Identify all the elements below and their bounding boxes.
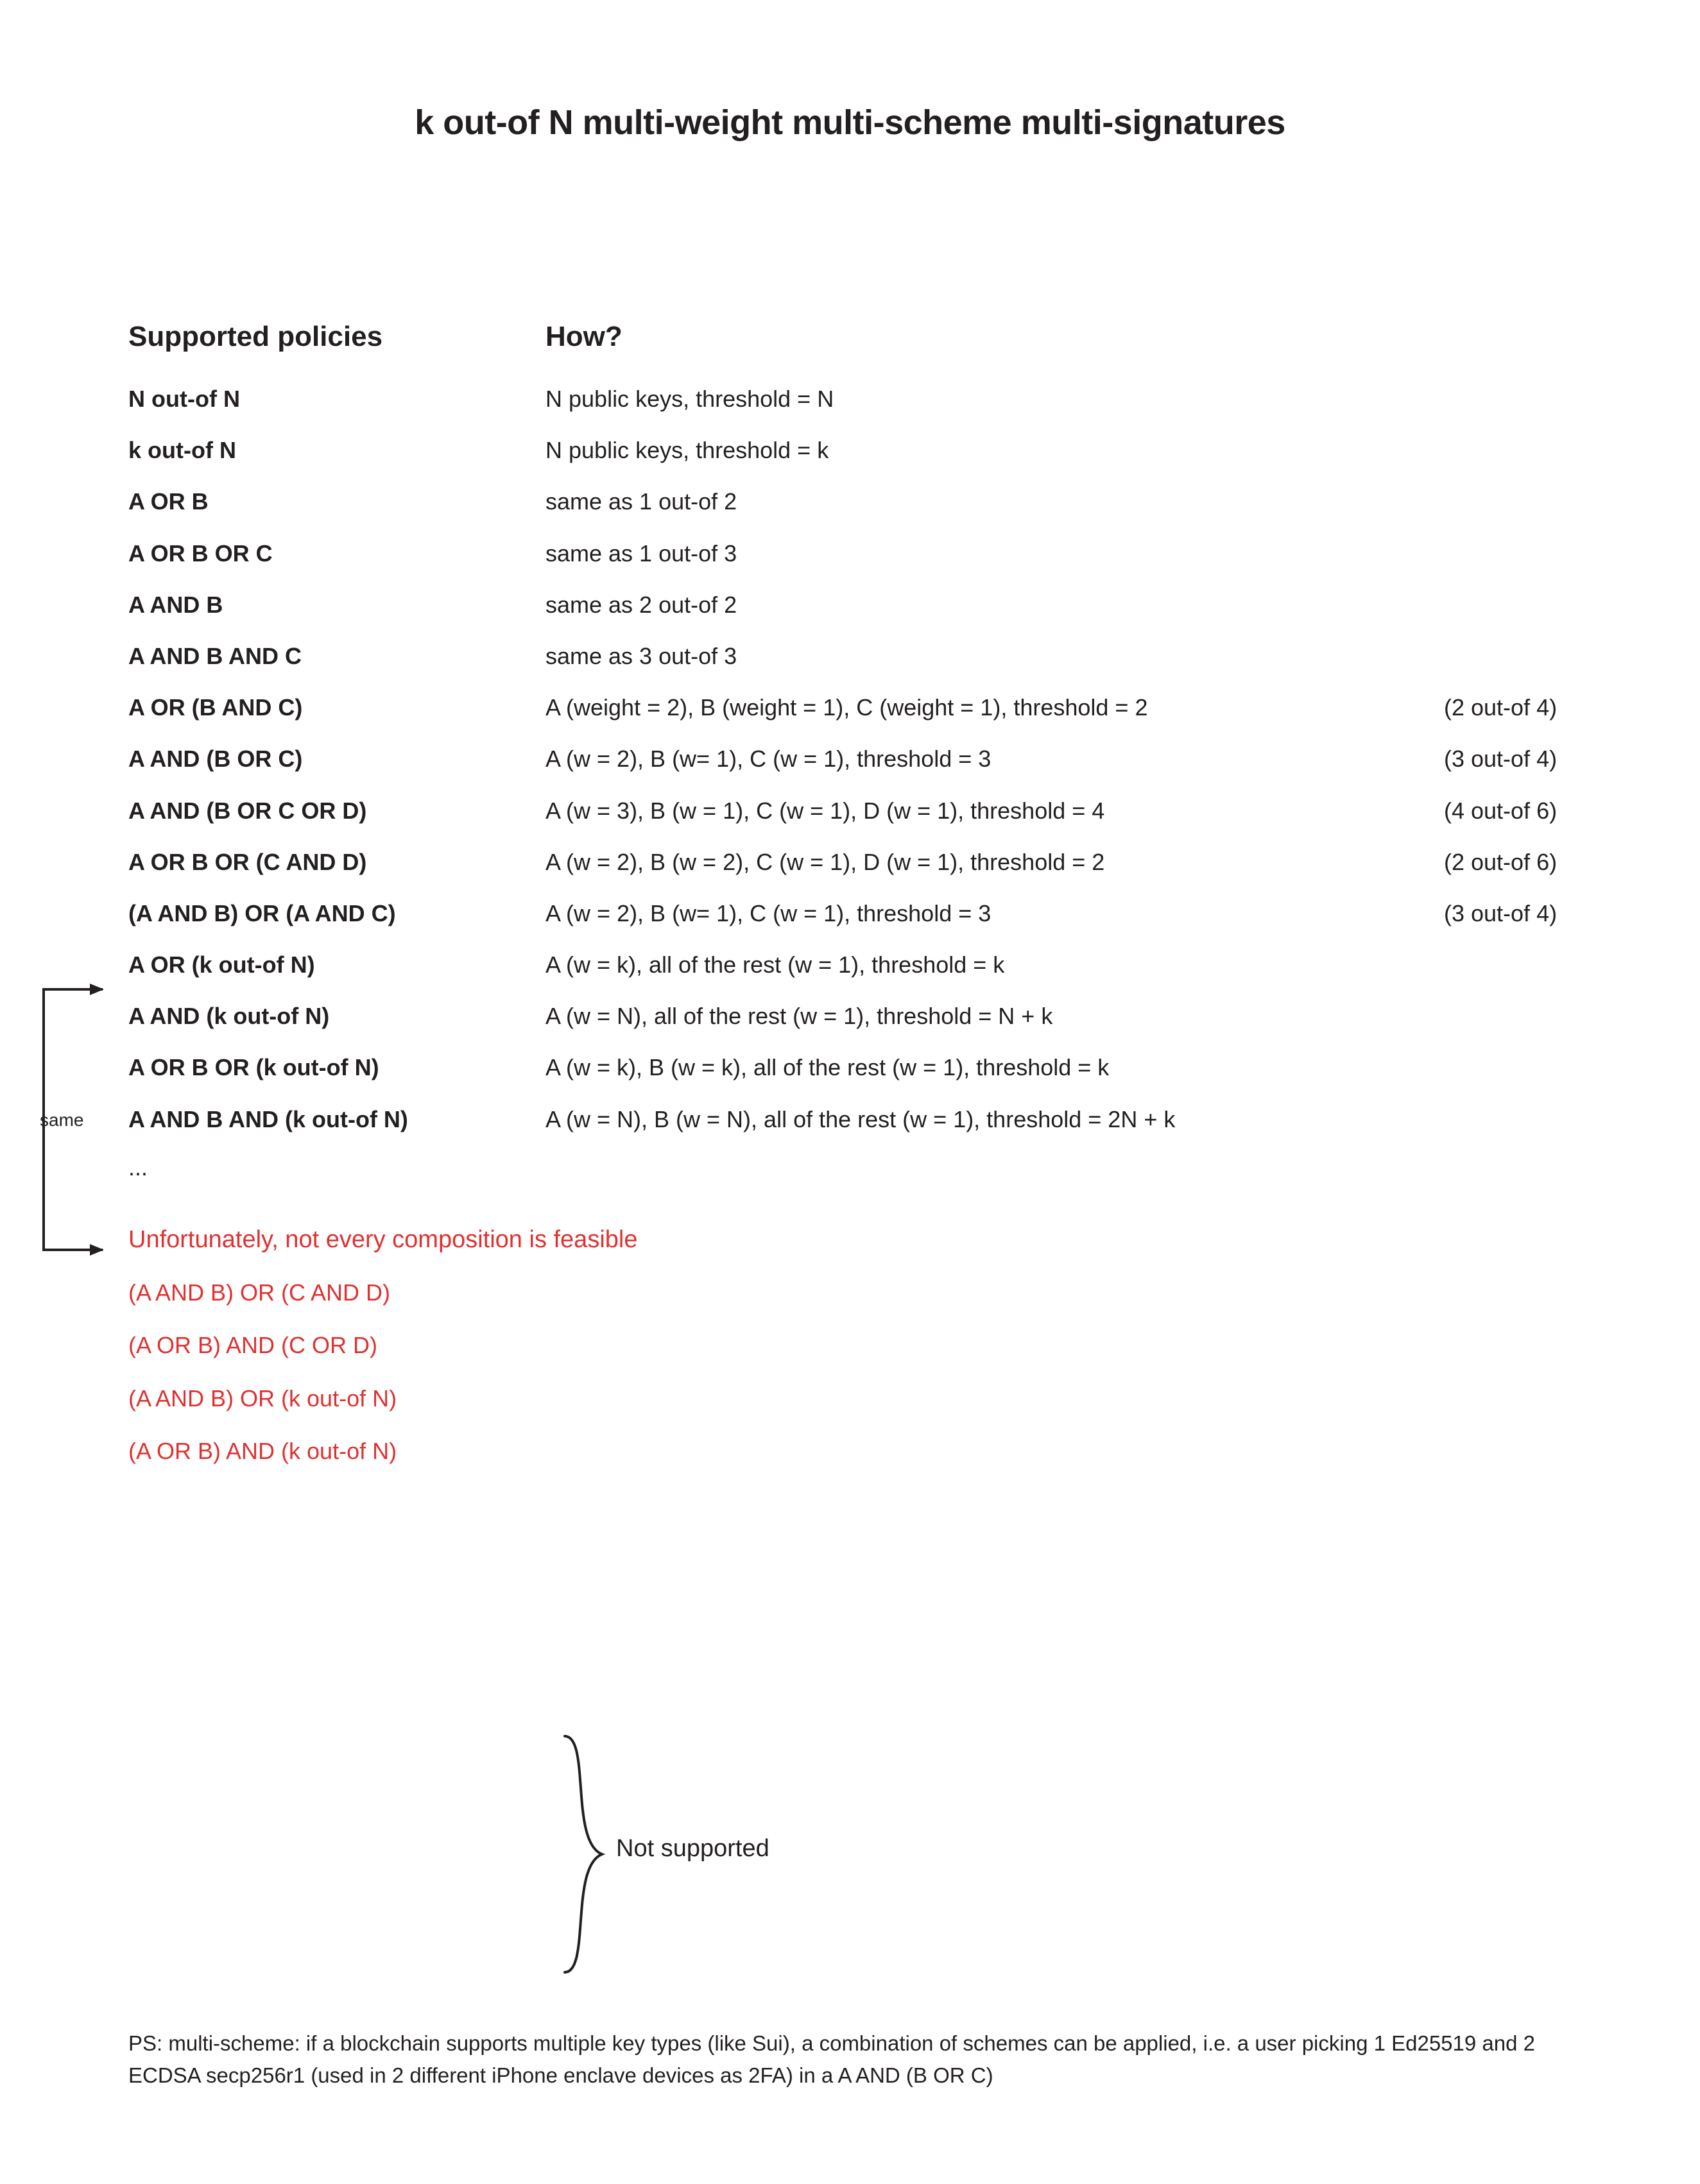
how-label <box>545 640 737 673</box>
policy-label: k out-of N <box>128 437 236 464</box>
how-tail: (4 out-of 6) <box>1444 797 1558 824</box>
table-row <box>128 1000 1669 1033</box>
how-label <box>545 1103 1175 1136</box>
how-text: A (weight = 2), B (weight = 1), C (weight = 1), threshold = 2 <box>545 694 1148 721</box>
policy-label: A AND (B OR C) <box>128 746 303 772</box>
table-row <box>128 537 1669 570</box>
how-text: A (w = 2), B (w= 1), C (w = 1), threshold = 3 <box>545 746 992 772</box>
policy-label: A OR B OR C <box>128 540 273 567</box>
ps-note: PS: multi-scheme: if a blockchain supports multiple key types (like Sui), a combination of schemes can be applied, i.e. a user picking 1 Ed25519 and 2 ECDSA secp256r1 (used in 2 different iPhone enclave devices as 2FA) in a A AND (B OR C) <box>128 2031 1535 2087</box>
how-text: A (w = k), B (w = k), all of the rest (w = 1), threshold = k <box>545 1054 1110 1081</box>
how-text: N public keys, threshold = k <box>545 437 829 464</box>
table-row <box>128 485 1669 518</box>
how-text: A (w = N), B (w = N), all of the rest (w = 1), threshold = 2N + k <box>545 1105 1176 1132</box>
policy-label: A OR B <box>128 488 209 515</box>
how-label <box>545 434 829 467</box>
same-label: same <box>40 1110 84 1130</box>
table-row <box>128 794 1669 828</box>
how-text: A (w = N), all of the rest (w = 1), threshold = N + k <box>545 1003 1053 1030</box>
how-label <box>545 588 737 622</box>
how-tail: (2 out-of 6) <box>1444 848 1558 875</box>
infeasible-note: Unfortunately, not every composition is feasible <box>128 1225 638 1253</box>
how-label <box>545 948 1004 982</box>
how-label <box>545 382 834 416</box>
how-tail: (3 out-of 4) <box>1444 746 1558 772</box>
ellipsis: ... <box>128 1154 148 1181</box>
how-tail: (2 out-of 4) <box>1444 694 1558 721</box>
policy-label: A OR (B AND C) <box>128 694 303 721</box>
policy-label: N out-of N <box>128 386 240 412</box>
table-row <box>128 1103 1669 1136</box>
how-text: same as 1 out-of 3 <box>545 540 737 567</box>
how-label <box>545 1000 1052 1033</box>
how-text: same as 1 out-of 2 <box>545 488 737 515</box>
policy-label: A AND B <box>128 591 223 618</box>
table-row <box>128 434 1669 467</box>
how-label <box>545 691 1558 724</box>
table-row <box>128 691 1669 724</box>
table-row <box>128 588 1669 622</box>
table-row <box>128 742 1669 776</box>
how-text: A (w = 2), B (w= 1), C (w = 1), threshold = 3 <box>545 900 992 926</box>
how-label <box>545 897 1558 930</box>
how-text: A (w = 3), B (w = 1), C (w = 1), D (w = 1), threshold = 4 <box>545 797 1105 824</box>
how-tail: (3 out-of 4) <box>1444 900 1558 926</box>
how-label <box>545 846 1558 879</box>
how-label <box>545 742 1558 776</box>
table-row <box>128 1051 1669 1084</box>
table-row <box>128 948 1669 982</box>
policy-label: A OR B OR (C AND D) <box>128 848 367 875</box>
policy-label: A AND B AND C <box>128 642 302 669</box>
list-item: (A OR B) AND (k out-of N) <box>128 1437 397 1464</box>
unsupported-list <box>128 1277 1669 1468</box>
policy-label: A OR (k out-of N) <box>128 951 315 978</box>
document-page <box>0 103 1700 2184</box>
how-text: A (w = 2), B (w = 2), C (w = 1), D (w = 1), threshold = 2 <box>545 848 1105 875</box>
not-supported-label: Not supported <box>616 1835 769 1862</box>
policy-label: A AND (k out-of N) <box>128 1003 330 1030</box>
policy-label: (A AND B) OR (A AND C) <box>128 900 396 926</box>
how-text: N public keys, threshold = N <box>545 386 834 412</box>
table-row <box>128 382 1669 416</box>
list-item: (A AND B) OR (C AND D) <box>128 1279 391 1306</box>
how-label <box>545 485 737 518</box>
table-row <box>128 897 1669 930</box>
table-header-row <box>128 321 1669 353</box>
list-item: (A AND B) OR (k out-of N) <box>128 1385 397 1412</box>
how-text: same as 3 out-of 3 <box>545 642 737 669</box>
how-text: A (w = k), all of the rest (w = 1), threshold = k <box>545 951 1005 978</box>
header-how: How? <box>545 321 622 352</box>
table-row <box>128 846 1669 879</box>
list-item: (A OR B) AND (C OR D) <box>128 1332 378 1359</box>
policy-label: A AND (B OR C OR D) <box>128 797 367 824</box>
page-title: k out-of N multi-weight multi-scheme multi-signatures <box>415 103 1285 142</box>
policy-table <box>128 321 1669 1488</box>
table-row <box>128 640 1669 673</box>
how-label <box>545 537 737 570</box>
how-label <box>545 794 1558 828</box>
header-supported-policies: Supported policies <box>128 321 383 352</box>
how-label <box>545 1051 1109 1084</box>
policy-label: A OR B OR (k out-of N) <box>128 1054 379 1081</box>
how-text: same as 2 out-of 2 <box>545 591 737 618</box>
policy-label: A AND B AND (k out-of N) <box>128 1105 408 1132</box>
